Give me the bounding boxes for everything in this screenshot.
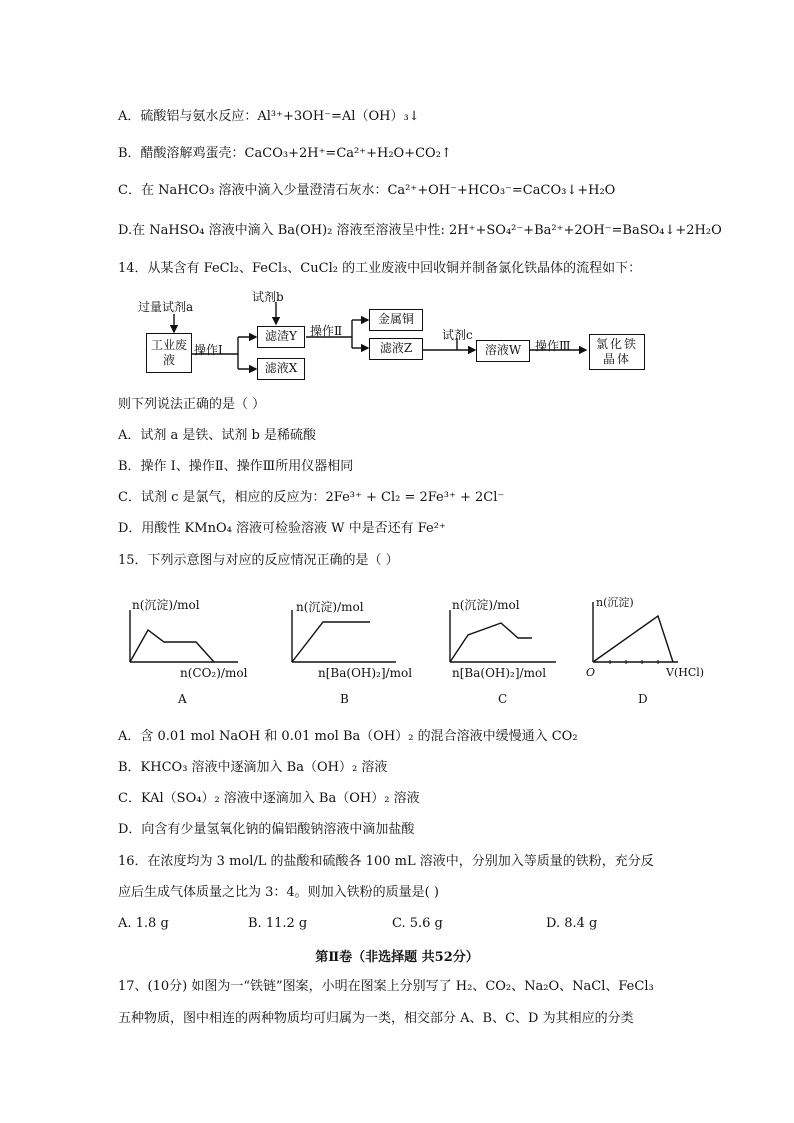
chart-d-tag: D [638,692,648,706]
q15-charts [118,590,708,710]
chart-a-curve [130,630,214,662]
q16-option-b: B. 11.2 g [248,916,308,931]
q13-option-b: B．醋酸溶解鸡蛋壳：CaCO₃+2H⁺=Ca²⁺+H₂O+CO₂↑ [118,146,452,161]
q16-stem-line1: 16．在浓度均为 3 mol/L 的盐酸和硫酸各 100 mL 溶液中，分别加入等质量的铁粉，充分反 [118,854,654,869]
flow-reagent-b: 试剂b [252,290,284,304]
flow-op3: 操作Ⅲ [535,339,571,353]
flow-box-crystal: 氯化铁晶体 [589,334,645,370]
chart-b-ylabel: n(沉淀)/mol [296,600,364,614]
q13-option-d: D.在 NaHSO₄ 溶液中滴入 Ba(OH)₂ 溶液至溶液呈中性: 2H⁺+SO₄²⁻+Ba²⁺+2OH⁻=BaSO₄↓+2H₂O [118,223,722,238]
chart-c-ylabel: n(沉淀)/mol [452,598,520,612]
chart-b-tag: B [340,692,349,706]
q16-option-d: D. 8.4 g [546,916,598,931]
chart-c-xlabel: n[Ba(OH)₂]/mol [452,666,547,680]
flow-box-copper: 金属铜 [369,309,423,331]
chart-c-curve [450,623,532,662]
chart-b-xlabel: n[Ba(OH)₂]/mol [318,666,413,680]
q13-option-c: C．在 NaHCO₃ 溶液中滴入少量澄清石灰水：Ca²⁺+OH⁻+HCO₃⁻=CaCO₃↓+H₂O [118,183,616,198]
q17-line2: 五种物质，图中相连的两种物质均可归属为一类，相交部分 A、B、C、D 为其相应的分类 [118,1011,634,1026]
q14-stem: 14．从某含有 FeCl₂、FeCl₃、CuCl₂ 的工业废液中回收铜并制备氯化铁晶体的流程如下： [118,261,642,276]
chart-c-axes [450,610,556,662]
q15-option-c: C．KAl（SO₄）₂ 溶液中逐滴加入 Ba（OH）₂ 溶液 [118,791,420,806]
chart-d-ylabel: n(沉淀) [596,596,634,609]
q13-option-a: A．硫酸铝与氨水反应：Al³⁺+3OH⁻=Al（OH）₃↓ [118,109,420,124]
q14-option-d: D．用酸性 KMnO₄ 溶液可检验溶液 W 中是否还有 Fe²⁺ [118,521,446,536]
q16-option-c: C. 5.6 g [392,916,443,931]
q16-stem-line2: 应后生成气体质量之比为 3：4。则加入铁粉的质量是( ) [118,885,439,900]
flow-op1: 操作Ⅰ [194,343,223,357]
q15-option-a: A．含 0.01 mol NaOH 和 0.01 mol Ba（OH）₂ 的混合溶液中缓慢通入 CO₂ [118,729,578,744]
chart-b-curve [292,622,370,662]
q16-option-a: A. 1.8 g [118,916,169,931]
q14-option-a: A．试剂 a 是铁、试剂 b 是稀硫酸 [118,428,316,443]
part2-heading: 第Ⅱ卷（非选择题 共52分） [315,950,479,965]
chart-a-ylabel: n(沉淀)/mol [132,598,200,612]
chart-a-axes [130,610,238,662]
chart-a-tag: A [178,692,187,706]
chart-d-curve [593,616,673,662]
q14-option-b: B．操作 I、操作Ⅱ、操作Ⅲ所用仪器相同 [118,459,354,474]
flow-box-filtrate-x: 滤液X [257,358,305,380]
flow-box-filtrate-z: 滤液Z [369,338,423,360]
chart-d-xlabel: V(HCl) [666,666,705,679]
flow-box-residue-y: 滤渣Y [257,326,305,348]
q14-flowchart [130,292,690,382]
flow-reagent-a: 过量试剂a [138,300,194,314]
flow-box-waste: 工业废液 [146,333,192,373]
q17-line1: 17、(10分) 如图为一“铁链”图案，小明在图案上分别写了 H₂、CO₂、Na₂O、NaCl、FeCl₃ [118,979,654,994]
q14-prompt: 则下列说法正确的是（ ） [118,397,266,412]
q15-option-d: D．向含有少量氢氧化钠的偏铝酸钠溶液中滴加盐酸 [118,822,415,837]
q15-stem: 15．下列示意图与对应的反应情况正确的是（ ） [118,553,399,568]
chart-b-axes [292,610,396,662]
flow-reagent-c: 试剂c [442,328,473,342]
flow-box-solution-w: 溶液W [476,340,530,362]
q15-option-b: B．KHCO₃ 溶液中逐滴加入 Ba（OH）₂ 溶液 [118,760,388,775]
q14-option-c: C．试剂 c 是氯气，相应的反应为：2Fe³⁺ + Cl₂ = 2Fe³⁺ + 2Cl⁻ [118,490,505,505]
flow-op2: 操作Ⅱ [310,324,343,338]
chart-d-origin: O [586,666,596,679]
chart-a-xlabel: n(CO₂)/mol [180,666,248,680]
chart-c-tag: C [498,692,508,706]
